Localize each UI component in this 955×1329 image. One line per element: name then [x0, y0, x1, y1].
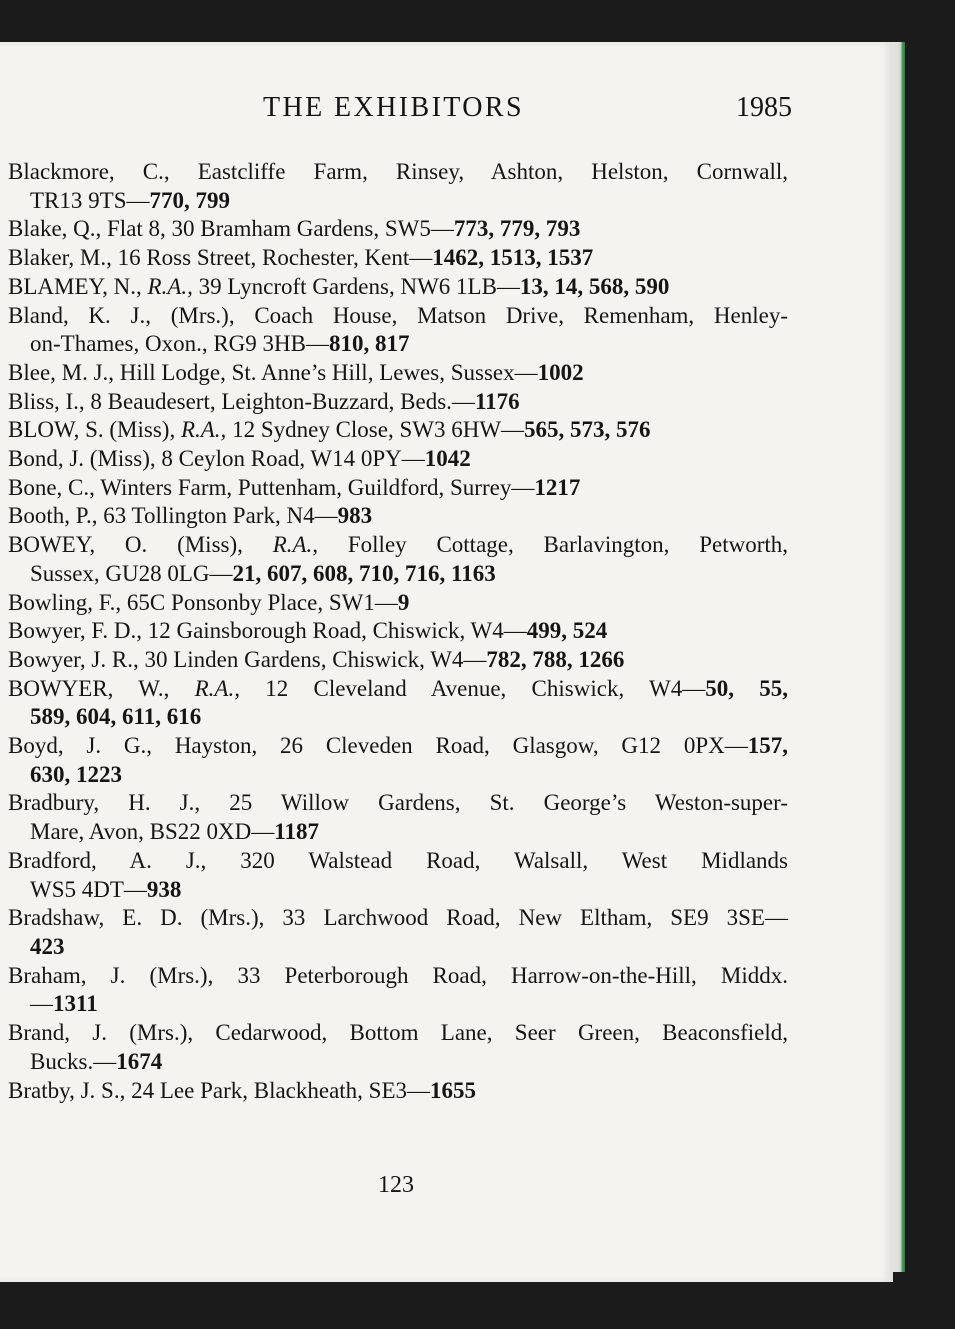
entry-line — [8, 962, 788, 991]
entry-line — [8, 388, 788, 417]
catalogue-numbers: 499, 524 — [526, 618, 608, 644]
page-title: THE EXHIBITORS — [263, 92, 524, 123]
entry-text: Blaker, M., 16 Ross Street, Rochester, Kent— — [8, 245, 433, 271]
catalogue-numbers: 21, 607, 608, 710, 716, 1163 — [232, 560, 496, 586]
entry-text: Bliss, I., 8 Beaudesert, Leighton-Buzzard, Beds.— — [8, 388, 475, 414]
catalogue-numbers: 1311 — [53, 991, 98, 1017]
entry-text: 12 Sydney Close, SW3 6HW— — [226, 417, 525, 443]
entry-continuation-line — [8, 761, 788, 790]
entry-text: Bowyer, F. D., 12 Gainsborough Road, Chiswick, W4— — [8, 618, 527, 644]
entry-text: WS5 4DT— — [30, 876, 147, 902]
entry-text: Bratby, J. S., 24 Lee Park, Blackheath, SE3— — [8, 1077, 431, 1103]
entry-continuation-line — [8, 990, 788, 1019]
entry-text: Braham, J. (Mrs.), 33 Peterborough Road, Harrow-on-the-Hill, Middx. — [8, 962, 788, 988]
list-item — [8, 789, 788, 846]
entry-line — [8, 904, 788, 933]
catalogue-numbers: 423 — [30, 933, 65, 959]
entry-line — [8, 732, 788, 761]
catalogue-numbers: 1002 — [537, 359, 584, 385]
catalogue-numbers: 157, — [747, 733, 788, 759]
book-edge — [893, 42, 905, 1272]
catalogue-numbers: 589, 604, 611, 616 — [30, 704, 202, 730]
catalogue-numbers: 1674 — [116, 1048, 163, 1074]
catalogue-numbers: 983 — [337, 503, 373, 529]
list-item — [8, 416, 788, 445]
entry-text: Bradbury, H. J., 25 Willow Gardens, St. George’s Weston-super- — [8, 790, 788, 816]
entry-line — [8, 589, 788, 618]
catalogue-numbers: 1655 — [430, 1077, 477, 1103]
entry-line — [8, 617, 788, 646]
running-head — [0, 92, 893, 126]
list-item — [8, 359, 788, 388]
entry-line — [8, 789, 788, 818]
entry-text: Bucks.— — [30, 1048, 117, 1074]
list-item — [8, 732, 788, 789]
entry-text: Bowling, F., 65C Ponsonby Place, SW1— — [8, 589, 398, 615]
catalogue-numbers: 565, 573, 576 — [524, 417, 651, 443]
entry-text: Bond, J. (Miss), 8 Ceylon Road, W14 0PY— — [8, 446, 425, 472]
list-item — [8, 474, 788, 503]
page-year: 1985 — [736, 92, 792, 123]
list-item — [8, 445, 788, 474]
list-item — [8, 502, 788, 531]
page-number: 123 — [378, 1172, 414, 1198]
list-item — [8, 388, 788, 417]
academician-suffix: R.A., — [147, 273, 193, 299]
entry-line — [8, 158, 788, 187]
entry-line — [8, 502, 788, 531]
list-item — [8, 1077, 788, 1106]
catalogue-numbers: 50, 55, — [705, 675, 789, 701]
catalogue-numbers: 1187 — [274, 819, 319, 845]
entry-line — [8, 531, 788, 560]
academician-suffix: R.A., — [180, 417, 227, 443]
entry-text: BLAMEY, N., — [8, 273, 148, 299]
entry-text: BOWEY, O. (Miss), — [8, 532, 273, 558]
list-item — [8, 302, 788, 359]
catalogue-numbers: 782, 788, 1266 — [486, 646, 625, 672]
exhibitor-list — [8, 158, 788, 1105]
entry-line — [8, 244, 788, 273]
entry-text: Bowyer, J. R., 30 Linden Gardens, Chiswick, W4— — [8, 646, 487, 672]
list-item — [8, 158, 788, 215]
entry-text: Folley Cottage, Barlavington, Petworth, — [318, 532, 788, 558]
catalogue-numbers: 810, 817 — [328, 331, 410, 357]
entry-line — [8, 215, 788, 244]
catalogue-numbers: 1176 — [474, 388, 520, 414]
academician-suffix: R.A., — [272, 532, 319, 558]
list-item — [8, 589, 788, 618]
entry-text: Bradshaw, E. D. (Mrs.), 33 Larchwood Road, New Eltham, SE9 3SE— — [8, 905, 788, 931]
entry-line — [8, 273, 788, 302]
entry-text: BLOW, S. (Miss), — [8, 417, 181, 443]
entry-line — [8, 359, 788, 388]
entry-text: Brand, J. (Mrs.), Cedarwood, Bottom Lane, Seer Green, Beaconsfield, — [8, 1020, 788, 1046]
entry-text: BOWYER, W., — [8, 675, 195, 701]
entry-continuation-line — [8, 187, 788, 216]
catalogue-numbers: 13, 14, 568, 590 — [519, 273, 670, 299]
list-item — [8, 847, 788, 904]
entry-text: Blake, Q., Flat 8, 30 Bramham Gardens, SW5— — [8, 216, 454, 242]
entry-text: Booth, P., 63 Tollington Park, N4— — [8, 503, 338, 529]
entry-line — [8, 445, 788, 474]
list-item — [8, 904, 788, 961]
entry-text: 12 Cleveland Avenue, Chiswick, W4— — [239, 675, 706, 701]
entry-text: Mare, Avon, BS22 0XD— — [30, 819, 275, 845]
list-item — [8, 962, 788, 1019]
entry-line — [8, 1019, 788, 1048]
entry-text: 39 Lyncroft Gardens, NW6 1LB— — [192, 273, 520, 299]
entry-line — [8, 416, 788, 445]
catalogue-numbers: 1042 — [424, 446, 471, 472]
entry-text: Bone, C., Winters Farm, Puttenham, Guildford, Surrey— — [8, 474, 535, 500]
catalogue-numbers: 1462, 1513, 1537 — [432, 245, 594, 271]
entry-continuation-line — [8, 703, 788, 732]
entry-continuation-line — [8, 933, 788, 962]
list-item — [8, 675, 788, 732]
list-item — [8, 1019, 788, 1076]
catalogue-numbers: 1217 — [534, 474, 581, 500]
entry-text: — — [30, 991, 53, 1017]
list-item — [8, 244, 788, 273]
catalogue-numbers: 773, 779, 793 — [453, 216, 581, 242]
entry-text: Boyd, J. G., Hayston, 26 Cleveden Road, Glasgow, G12 0PX— — [8, 733, 748, 759]
entry-text: on-Thames, Oxon., RG9 3HB— — [30, 331, 329, 357]
entry-line — [8, 847, 788, 876]
entry-line — [8, 302, 788, 331]
catalogue-numbers: 630, 1223 — [30, 761, 122, 787]
catalogue-numbers: 9 — [397, 589, 410, 615]
list-item — [8, 531, 788, 588]
entry-text: Bland, K. J., (Mrs.), Coach House, Matson Drive, Remenham, Henley- — [8, 302, 788, 328]
catalogue-numbers: 938 — [146, 876, 182, 902]
list-item — [8, 273, 788, 302]
entry-text: Blee, M. J., Hill Lodge, St. Anne’s Hill, Lewes, Sussex— — [8, 359, 538, 385]
list-item — [8, 617, 788, 646]
catalogue-numbers: 770, 799 — [149, 187, 230, 213]
entry-text: TR13 9TS— — [30, 187, 150, 213]
list-item — [8, 215, 788, 244]
entry-continuation-line — [8, 876, 788, 905]
entry-continuation-line — [8, 1048, 788, 1077]
entry-line — [8, 474, 788, 503]
entry-line — [8, 675, 788, 704]
academician-suffix: R.A., — [194, 675, 240, 701]
entry-text: Blackmore, C., Eastcliffe Farm, Rinsey, Ashton, Helston, Cornwall, — [8, 159, 788, 184]
entry-continuation-line — [8, 818, 788, 847]
entry-continuation-line — [8, 560, 788, 589]
entry-text: Sussex, GU28 0LG— — [30, 560, 233, 586]
entry-continuation-line — [8, 330, 788, 359]
list-item — [8, 646, 788, 675]
entry-text: Bradford, A. J., 320 Walstead Road, Walsall, West Midlands — [8, 847, 788, 873]
entry-line — [8, 1077, 788, 1106]
entry-line — [8, 646, 788, 675]
